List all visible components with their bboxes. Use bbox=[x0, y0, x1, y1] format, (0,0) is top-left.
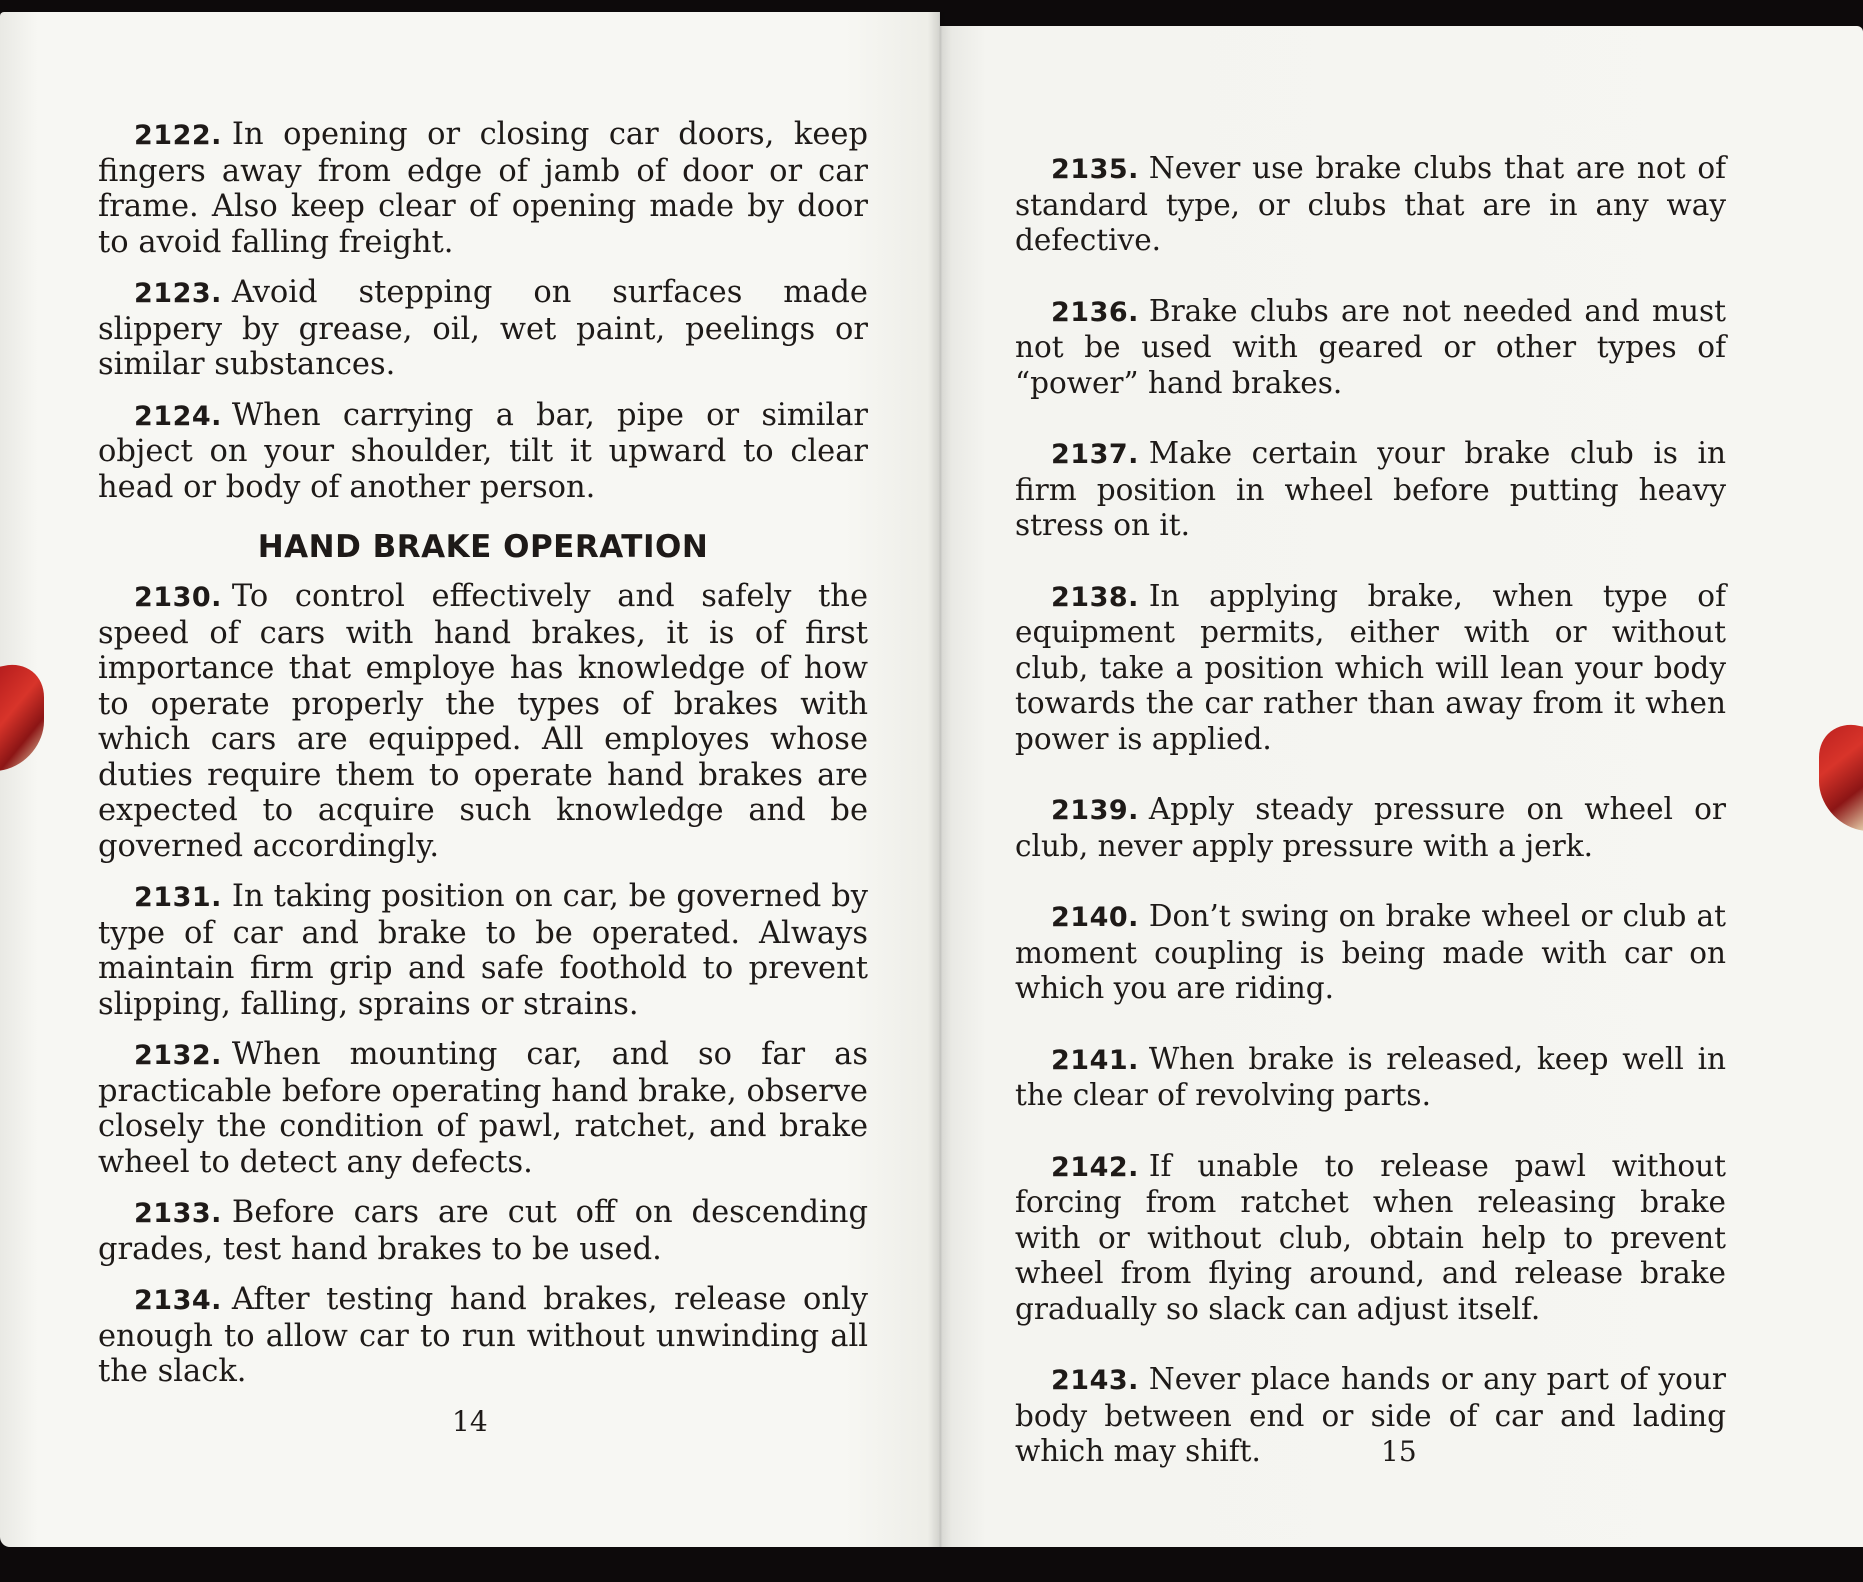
rule-number: 2143. bbox=[1051, 1365, 1139, 1396]
right-page bbox=[940, 26, 1863, 1547]
rule-number: 2131. bbox=[134, 882, 222, 913]
rule-2124 bbox=[98, 398, 868, 506]
rule-2131 bbox=[98, 879, 868, 1022]
rule-number: 2130. bbox=[134, 582, 222, 613]
left-page bbox=[0, 12, 940, 1547]
rule-text: In applying brake, when type of equipment permits, either with or without club, take a position which will lean your body towards the car rather than away from it when power is applied. bbox=[1015, 578, 1726, 756]
rule-text: Make certain your brake club is in firm position in wheel before putting heavy stress on it. bbox=[1015, 436, 1726, 542]
right-page-text bbox=[1015, 151, 1726, 1470]
rule-number: 2137. bbox=[1051, 439, 1139, 470]
left-page-text bbox=[98, 117, 868, 1390]
rule-text: Before cars are cut off on descending grades, test hand brakes to be used. bbox=[98, 1195, 868, 1267]
rule-number: 2139. bbox=[1051, 795, 1139, 826]
rule-number: 2132. bbox=[134, 1040, 222, 1071]
rule-text: If unable to release pawl without forcing from ratchet when releasing brake with or without club, obtain help to prevent wheel from flying around, and release brake gradually so slack can adjust itself. bbox=[1015, 1148, 1726, 1326]
rule-text: Don’t swing on brake wheel or club at moment coupling is being made with car on which you are riding. bbox=[1015, 899, 1726, 1005]
rule-2139 bbox=[1015, 792, 1726, 864]
page-number: 15 bbox=[1381, 1435, 1417, 1468]
rule-2137 bbox=[1015, 436, 1726, 544]
rule-number: 2123. bbox=[134, 278, 222, 309]
rule-text: In opening or closing car doors, keep fingers away from edge of jamb of door or car frame. Also keep clear of opening made by door to avoid falling freight. bbox=[98, 117, 868, 260]
rule-text: Never place hands or any part of your body between end or side of car and lading which may shift. bbox=[1015, 1362, 1726, 1468]
book-gutter-shadow bbox=[928, 12, 952, 1547]
rule-2132 bbox=[98, 1037, 868, 1180]
rule-number: 2124. bbox=[134, 400, 222, 432]
rule-text: Never use brake clubs that are not of standard type, or clubs that are in any way defective. bbox=[1015, 151, 1726, 257]
rule-number: 2122. bbox=[134, 120, 222, 151]
rule-text: In taking position on car, be governed by type of car and brake to be operated. Always maintain firm grip and safe foothold to prevent slipping, falling, sprains or strains. bbox=[98, 879, 868, 1022]
section-heading: HAND BRAKE OPERATION bbox=[257, 529, 709, 565]
rule-text: To control effectively and safely the speed of cars with hand brakes, it is of first importance that employe has knowledge of how to operate properly the types of brakes with which cars are equipped. All employes whose duties require them to operate hand brakes are expected to acquire such knowledge and be governed accordingly. bbox=[98, 579, 868, 864]
rule-2135 bbox=[1015, 151, 1726, 259]
rule-2133 bbox=[98, 1195, 868, 1267]
rule-number: 2138. bbox=[1051, 581, 1139, 613]
rule-text: When mounting car, and so far as practicable before operating hand brake, observe closely the condition of pawl, ratchet, and brake wheel to detect any defects. bbox=[98, 1037, 868, 1180]
rule-2141 bbox=[1015, 1042, 1726, 1114]
rule-2122 bbox=[98, 117, 868, 260]
rule-2138 bbox=[1015, 579, 1726, 758]
rule-text: Avoid stepping on surfaces made slippery by grease, oil, wet paint, peelings or similar substances. bbox=[98, 275, 868, 382]
rule-number: 2136. bbox=[1051, 296, 1139, 328]
rule-number: 2141. bbox=[1051, 1044, 1139, 1076]
rule-2134 bbox=[98, 1282, 868, 1390]
rule-2142 bbox=[1015, 1149, 1726, 1328]
rule-text: Brake clubs are not needed and must not be used with geared or other types of “power” hand brakes. bbox=[1015, 293, 1726, 400]
rule-2143 bbox=[1015, 1362, 1726, 1470]
rule-2130 bbox=[98, 579, 868, 864]
rule-number: 2140. bbox=[1051, 902, 1139, 933]
rule-text: When brake is released, keep well in the clear of revolving parts. bbox=[1015, 1041, 1726, 1112]
rule-number: 2134. bbox=[134, 1285, 222, 1316]
rule-number: 2133. bbox=[134, 1198, 222, 1229]
rule-text: After testing hand brakes, release only enough to allow car to run without unwinding all the slack. bbox=[98, 1282, 868, 1389]
rule-number: 2135. bbox=[1051, 154, 1139, 185]
rule-number: 2142. bbox=[1051, 1151, 1139, 1183]
rule-2136 bbox=[1015, 294, 1726, 402]
rule-2123 bbox=[98, 275, 868, 383]
page-number: 14 bbox=[452, 1405, 488, 1438]
rule-text: Apply steady pressure on wheel or club, never apply pressure with a jerk. bbox=[1015, 792, 1726, 863]
rule-2140 bbox=[1015, 899, 1726, 1007]
rule-text: When carrying a bar, pipe or similar object on your shoulder, tilt it upward to clear head or body of another person. bbox=[98, 397, 868, 505]
